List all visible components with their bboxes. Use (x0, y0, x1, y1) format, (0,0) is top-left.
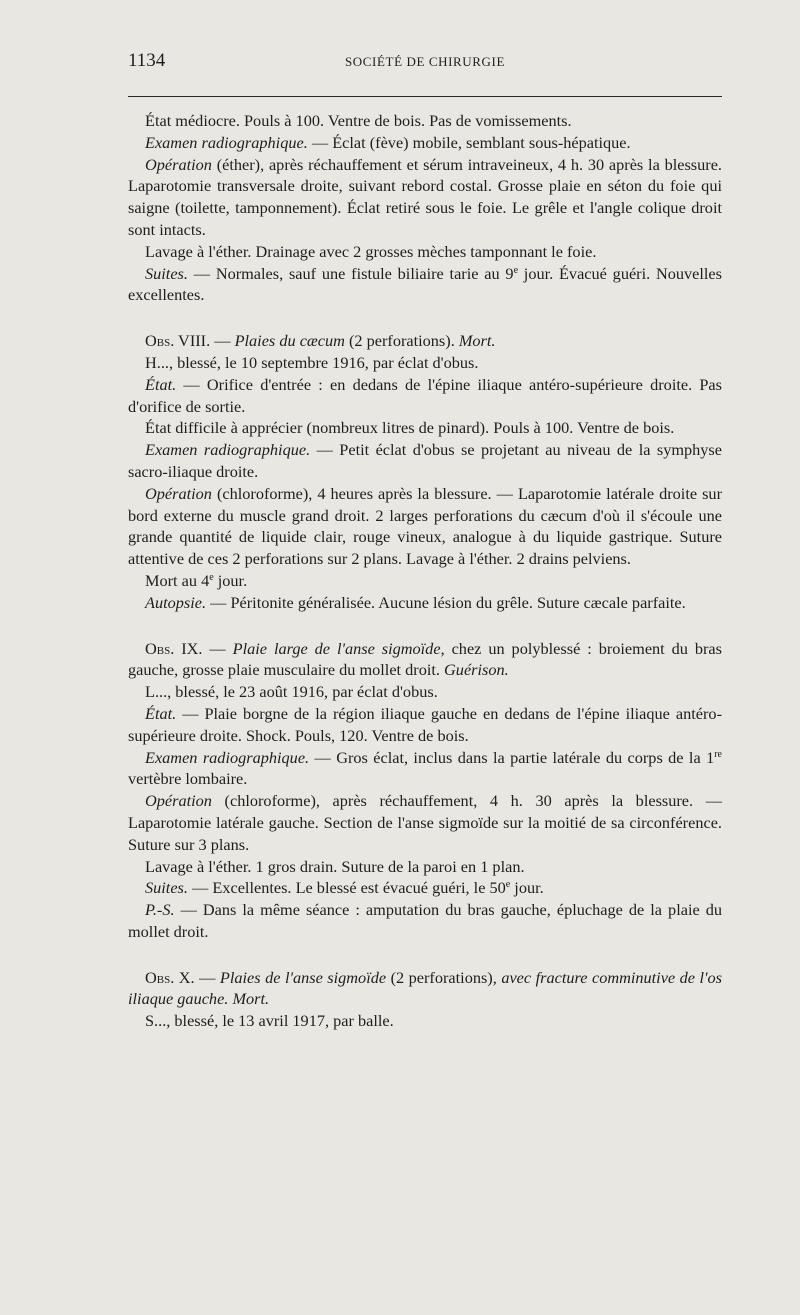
patient-line: H..., blessé, le 10 septembre 1916, par éclat d'obus. (145, 352, 479, 372)
paragraph: État. — Plaie borgne de la région iliaque gauche en dedans de l'épine iliaque antéro-supérieure droite. Shock. Pouls, 120. Ventre de bois. (128, 703, 722, 745)
paragraph: État. — Orifice d'entrée : en dedans de l'épine iliaque antéro-supérieure droite. Pas d'orifice de sortie. (128, 374, 722, 416)
paragraph: Examen radiographique. — Petit éclat d'obus se projetant au niveau de la symphyse sacro-iliaque droite. (128, 440, 722, 481)
observation-heading: Obs. X. — Plaies de l'anse sigmoïde (2 perforations), avec fracture comminutive de l'os iliaque gauche. Mort. (128, 967, 723, 1009)
page-number: 1134 (128, 50, 166, 71)
observation-heading: Obs. VIII. — Plaies du cæcum (2 perforations). Mort. (145, 331, 496, 351)
paragraph: Opération (éther), après réchauffement et sérum intraveineux, 4 h. 30 après la blessure. Laparotomie transversale droite, suivant rebord costal. Grosse plaie en séton du foie qui saigne (toilette, tamponnement). Éclat retiré sous le foie. Le grêle et l'angle colique droit sont intacts. (128, 154, 722, 239)
paragraph: État médiocre. Pouls à 100. Ventre de bois. Pas de vomissements. (145, 111, 572, 130)
observation-heading: Obs. IX. — Plaie large de l'anse sigmoïde, chez un polyblessé : broiement du bras gauche, grosse plaie musculaire du mollet droit. Guérison. (128, 638, 722, 680)
paragraph: P.-S. — Dans la même séance : amputation du bras gauche, épluchage de la plaie du mollet droit. (128, 900, 722, 941)
paragraph: Suites. — Normales, sauf une fistule biliaire tarie au 9e jour. Évacué guéri. Nouvelles excellentes. (128, 263, 722, 305)
paragraph: Examen radiographique. — Gros éclat, inclus dans la partie latérale du corps de la 1re vertèbre lombaire. (128, 747, 722, 789)
paragraph: Lavage à l'éther. 1 gros drain. Suture de la paroi en 1 plan. (145, 856, 525, 876)
paragraph: Examen radiographique. — Éclat (fève) mobile, semblant sous-hépatique. (145, 132, 631, 152)
header-rule (128, 96, 722, 97)
page-body (128, 110, 722, 1032)
patient-line: L..., blessé, le 23 août 1916, par éclat d'obus. (145, 682, 438, 702)
paragraph: Lavage à l'éther. Drainage avec 2 grosses mèches tamponnant le foie. (145, 241, 597, 261)
paragraph: Suites. — Excellentes. Le blessé est évacué guéri, le 50e jour. (145, 878, 544, 898)
paragraph: Mort au 4e jour. (145, 570, 248, 590)
paragraph: Autopsie. — Péritonite généralisée. Aucune lésion du grêle. Suture cæcale parfaite. (145, 592, 686, 612)
running-head: SOCIÉTÉ DE CHIRURGIE (344, 54, 506, 69)
paragraph: Opération (chloroforme), après réchauffement, 4 h. 30 après la blessure. — Laparotomie latérale gauche. Section de l'anse sigmoïde sur la moitié de sa circonférence. Suture sur 3 plans. (128, 791, 722, 854)
paragraph: État difficile à apprécier (nombreux litres de pinard). Pouls à 100. Ventre de bois. (145, 418, 675, 438)
patient-line: S..., blessé, le 13 avril 1917, par balle. (145, 1011, 394, 1031)
paragraph: Opération (chloroforme), 4 heures après la blessure. — Laparotomie latérale droite sur bord externe du muscle grand droit. 2 larges perforations du cæcum d'où il s'écoule une grande quantité de liquide clair, rouge vineux, analogue à du liquide gastrique. Suture attentive de ces 2 perforations sur 2 plans. Lavage à l'éther. 2 drains pelviens. (128, 483, 722, 569)
page-header (128, 50, 722, 74)
